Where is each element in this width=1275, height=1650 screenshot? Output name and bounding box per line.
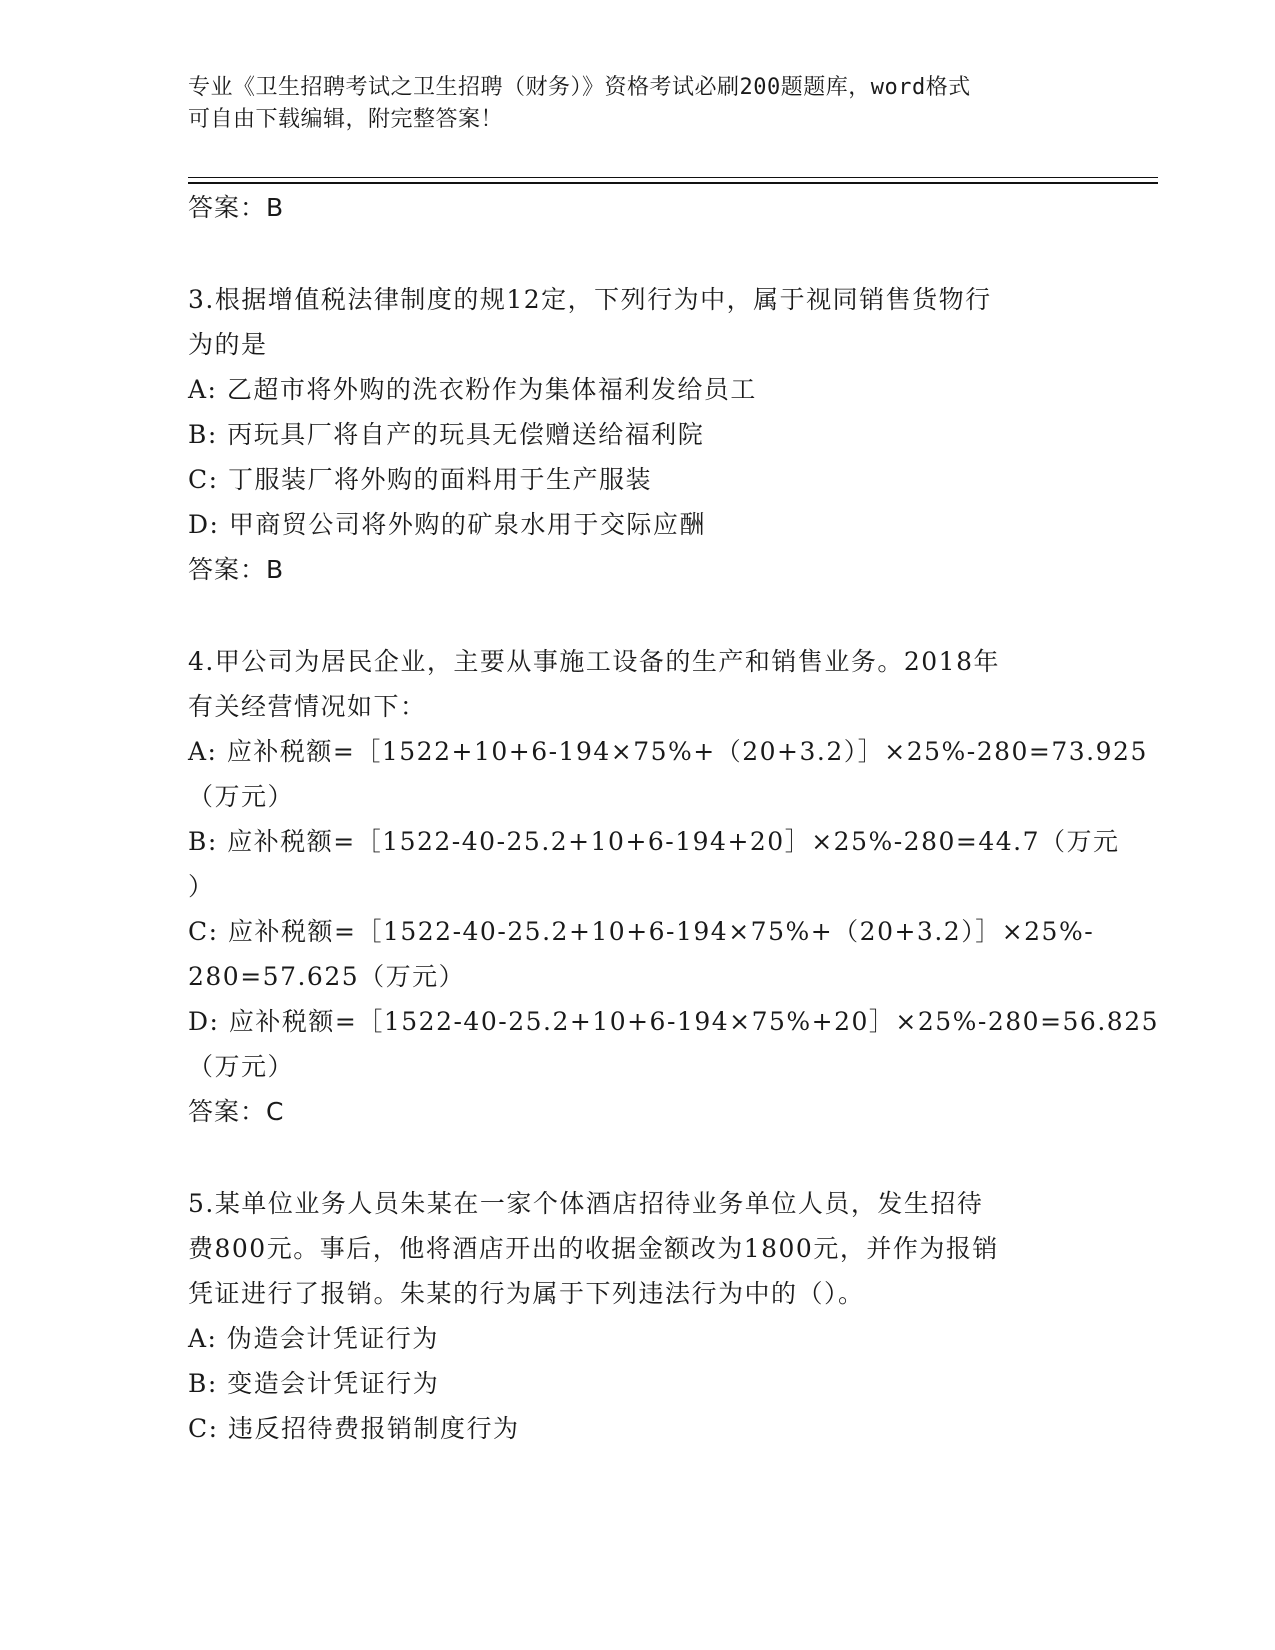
question-block: [188, 639, 1160, 1134]
option-line: A: 伪造会计凭证行为: [188, 1324, 439, 1353]
option-line: A: 应补税额=［1522+10+6-194×75%+（20+3.2）］×25%-280=73.925: [188, 737, 1148, 766]
option-line: ）: [188, 872, 215, 901]
question-gap: [188, 592, 1088, 639]
header-divider-thin: [188, 177, 1158, 178]
question-gap: [188, 1134, 1088, 1181]
option-line: C: 丁服装厂将外购的面料用于生产服装: [188, 465, 652, 494]
option-line: B: 变造会计凭证行为: [188, 1369, 440, 1398]
question-gap: [188, 230, 1088, 277]
document-header: [188, 72, 1088, 136]
question-stem-line: 3.根据增值税法律制度的规12定，下列行为中，属于视同销售货物行: [188, 285, 992, 314]
option-line: C: 违反招待费报销制度行为: [188, 1414, 520, 1443]
option-line: D: 甲商贸公司将外购的矿泉水用于交际应酬: [188, 510, 706, 539]
option-line: A: 乙超市将外购的洗衣粉作为集体福利发给员工: [188, 375, 757, 404]
question-stem-line: 费800元。事后，他将酒店开出的收据金额改为1800元，并作为报销: [188, 1234, 999, 1263]
question-stem-line: 有关经营情况如下：: [188, 692, 427, 721]
option-line: C: 应补税额=［1522-40-25.2+10+6-194×75%+（20+3.2）］×25%-: [188, 917, 1095, 946]
option-line: D: 应补税额=［1522-40-25.2+10+6-194×75%+20］×25%-280=56.825: [188, 1007, 1160, 1036]
header-line-1: 专业《卫生招聘考试之卫生招聘（财务）》资格考试必刷200题题库，word格式: [188, 75, 971, 100]
option-line: （万元）: [188, 1052, 295, 1081]
option-line: B: 丙玩具厂将自产的玩具无偿赠送给福利院: [188, 420, 705, 449]
question-block: [188, 1181, 1088, 1451]
header-divider-thick: [188, 182, 1158, 184]
question-stem-line: 5.某单位业务人员朱某在一家个体酒店招待业务单位人员，发生招待: [188, 1189, 984, 1218]
question-block: [188, 277, 1088, 592]
question-list: [188, 185, 1160, 1451]
previous-answer: 答案：B: [188, 193, 285, 222]
answer-line: 答案：B: [188, 555, 285, 584]
option-line: 280=57.625（万元）: [188, 962, 466, 991]
question-stem-line: 为的是: [188, 330, 268, 359]
question-stem-line: 凭证进行了报销。朱某的行为属于下列违法行为中的（）。: [188, 1279, 865, 1308]
answer-line: 答案：C: [188, 1097, 285, 1126]
header-line-2: 可自由下载编辑，附完整答案！: [188, 107, 504, 132]
option-line: B: 应补税额=［1522-40-25.2+10+6-194+20］×25%-280=44.7（万元: [188, 827, 1120, 856]
option-line: （万元）: [188, 782, 295, 811]
question-stem-line: 4.甲公司为居民企业，主要从事施工设备的生产和销售业务。2018年: [188, 647, 1000, 676]
